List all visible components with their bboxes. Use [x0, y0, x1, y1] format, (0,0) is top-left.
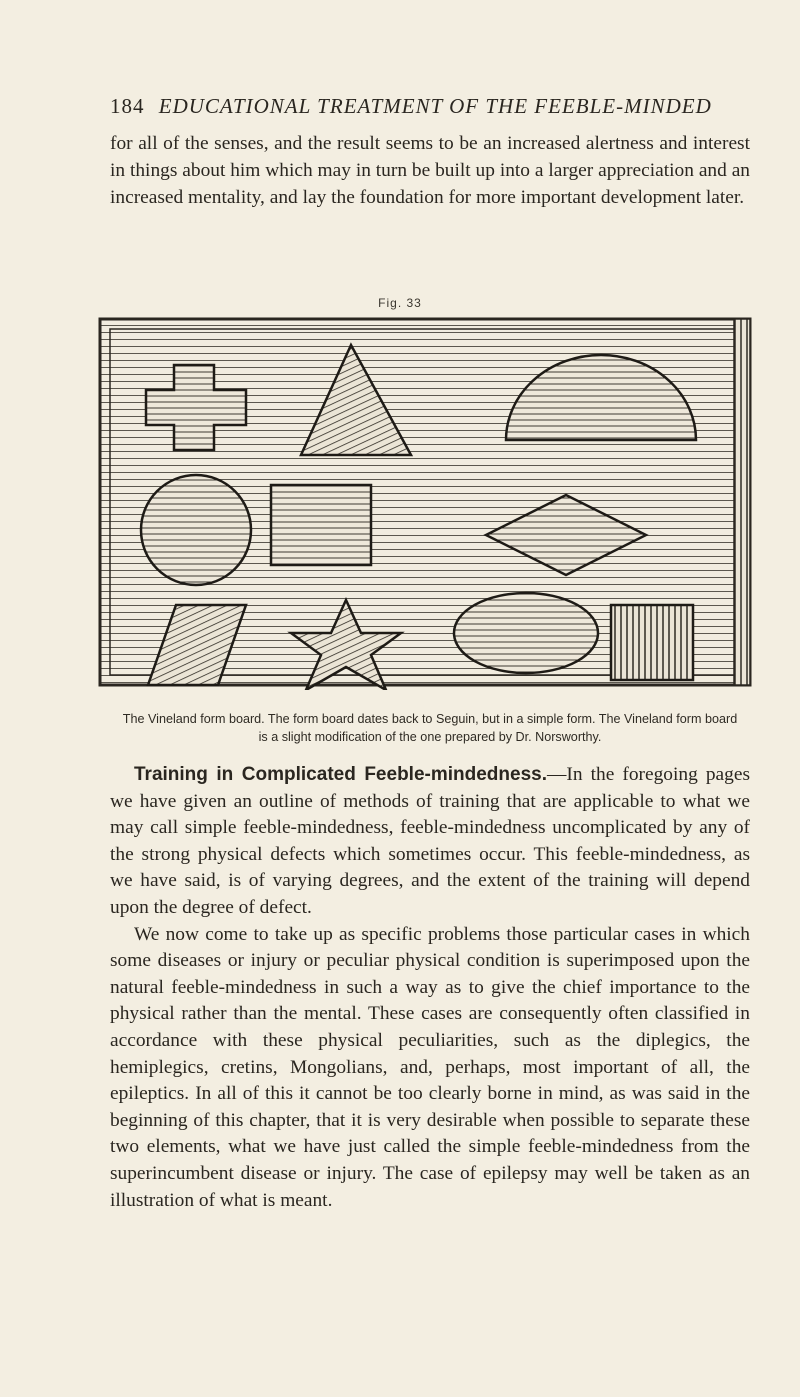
form-board-drawing [96, 315, 756, 690]
rectangle-shape [611, 605, 693, 680]
paragraph-1-text: —In the foregoing pages we have given an outline of methods of training that are applicable to what we may call simple feeble-mindedness, feeble-mindedness uncomplicated by any of the strong physical defects which sometimes occur. This feeble-mindedness, as we have said, is of varying degrees, and the extent of the training will depend upon the degree of defect. [110, 764, 751, 918]
running-header [110, 94, 750, 119]
running-title: EDUCATIONAL TREATMENT OF THE FEEBLE-MINDED [158, 94, 712, 118]
square-shape [271, 485, 371, 565]
paragraph-2: We now come to take up as specific problems those particular cases in which some diseases or injury or peculiar physical condition is superimposed upon the natural feeble-mindedness in such a way as to give the chief importance to the physical rather than the mental. These cases are consequently often classified in accordance with these physical peculiarities, such as the diplegics, the hemiplegics, cretins, Mongolians, and, perhaps, most important of all, the epileptics. In all of this it cannot be too clearly borne in mind, as was said in the beginning of this chapter, that it is very desirable when possible to separate these two elements, what we have just called the simple feeble-mindedness from the superincumbent disease or injury. The case of epilepsy may well be taken as an illustration of what is meant. [110, 923, 750, 1211]
section-heading: Training in Complicated Feeble-mindedness. [134, 764, 547, 785]
figure-label: Fig. 33 [378, 296, 422, 310]
paragraph-1 [110, 762, 750, 922]
circle-shape [141, 475, 251, 585]
page-number: 184 [110, 94, 145, 118]
section-body [110, 762, 750, 1214]
oval-shape [454, 593, 598, 673]
form-board-figure [96, 315, 756, 690]
intro-paragraph: for all of the senses, and the result seems to be an increased alertness and interest in things about him which may in turn be built up into a larger appreciation and an increased mentality, and lay the foundation for more important development later. [110, 133, 750, 208]
figure-caption: The Vineland form board. The form board dates back to Seguin, but in a simple form. The Vineland form board is a slight modification of the one prepared by Dr. Norsworthy. [122, 712, 738, 744]
